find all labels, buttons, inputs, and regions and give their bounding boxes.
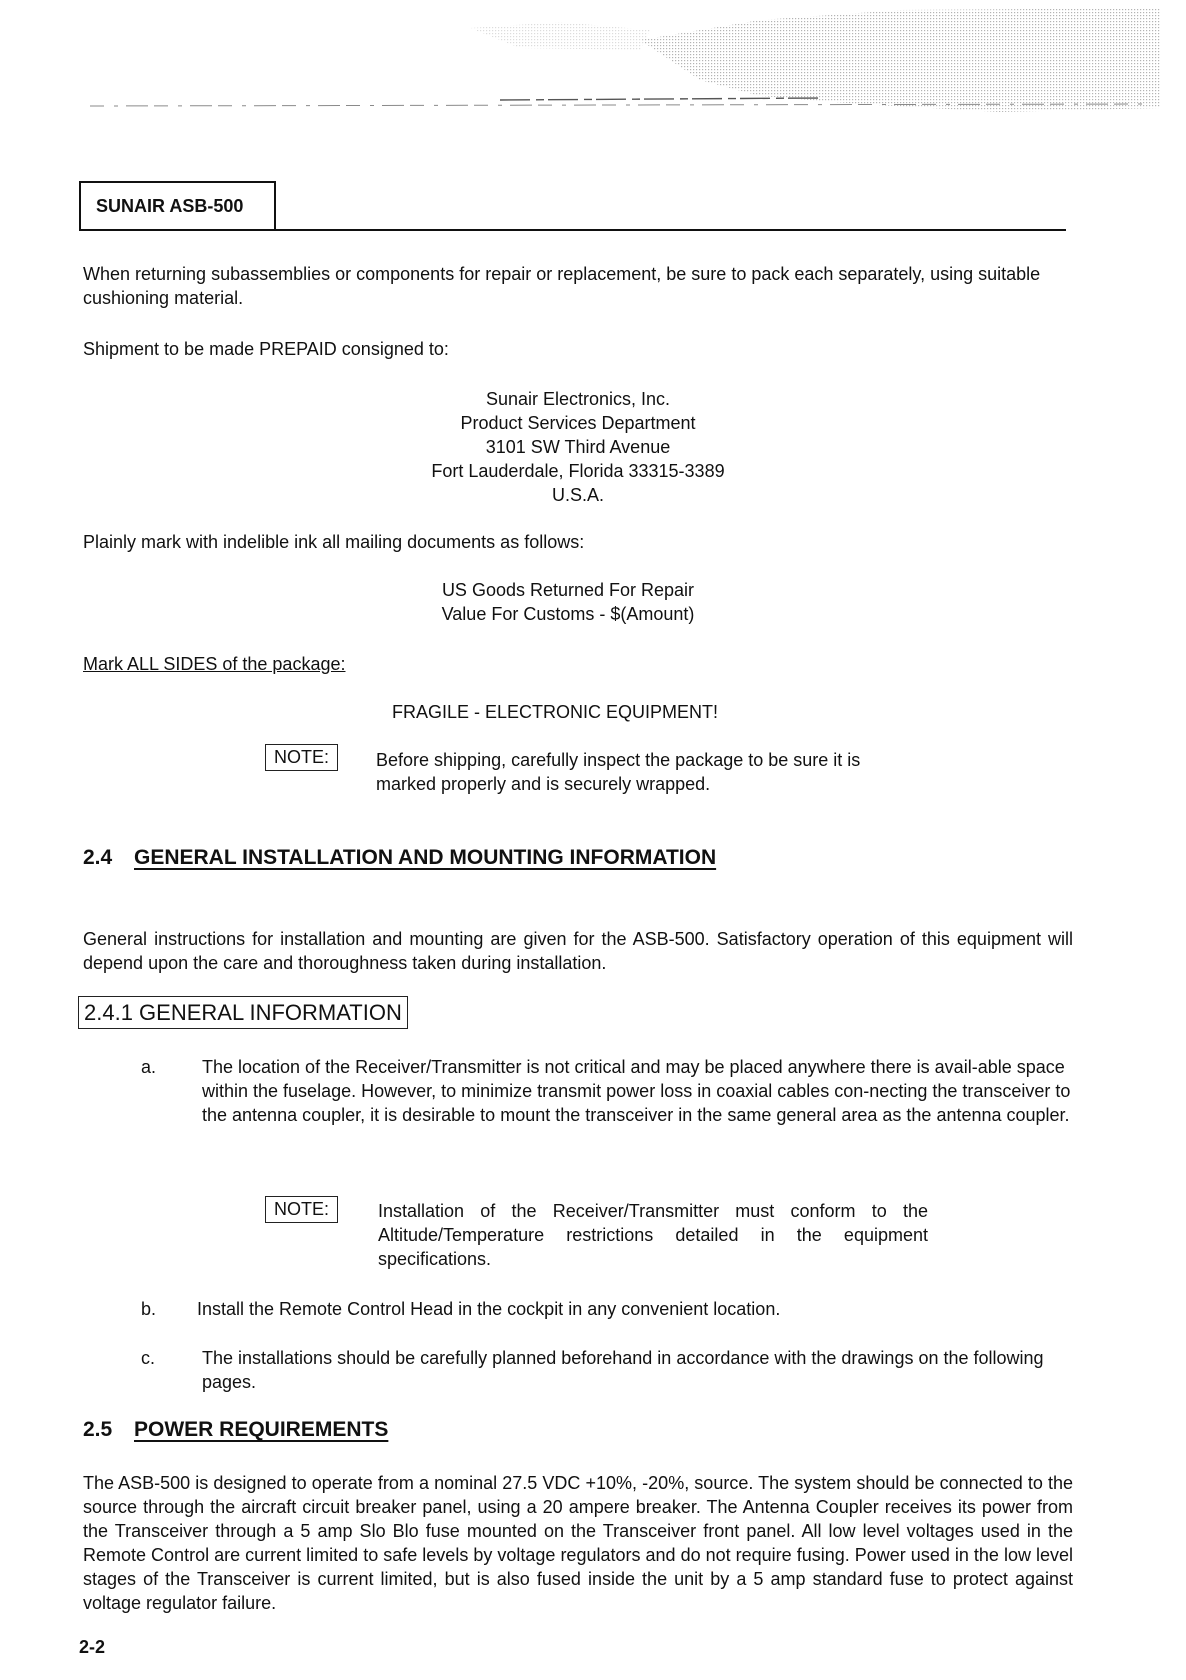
- note-2-text: Installation of the Receiver/Transmitter must conform to the Altitude/Temperature restrictions detailed in the equipment specifications.: [378, 1201, 928, 1269]
- item-a-marker: a.: [141, 1057, 157, 1077]
- address-line-1: Sunair Electronics, Inc.: [485, 389, 671, 409]
- section-2-4-1-title: 2.4.1 GENERAL INFORMATION: [78, 996, 408, 1029]
- address-line-2: Product Services Department: [460, 413, 696, 433]
- section-2-5-paragraph: The ASB-500 is designed to operate from a nominal 27.5 VDC +10%, -20%, source. The system should be connected to the source through the aircraft circuit breaker panel, using a 20 ampere breaker. The Antenna Coupler receives its power from the Transceiver through a 5 amp Slo Blo fuse mounted on the Transceiver front panel. All low level voltages used in the Remote Control are current limited to safe levels by voltage regulators and do not require fusing. Power used in the low level stages of the Transceiver is current limited, but is also fused inside the unit by a 5 amp standard fuse to protect against voltage regulator failure.: [83, 1473, 1073, 1613]
- section-2-4-number: 2.4: [83, 846, 113, 869]
- item-c-marker: c.: [141, 1348, 156, 1368]
- shipment-line: Shipment to be made PREPAID consigned to:: [83, 339, 449, 359]
- section-2-4-heading: [83, 846, 716, 870]
- address-line-5: U.S.A.: [551, 485, 604, 505]
- mark-sides-line: Mark ALL SIDES of the package:: [83, 654, 346, 674]
- address-block: [378, 387, 778, 507]
- note-1-text: [376, 748, 976, 796]
- page-number: 2-2: [79, 1637, 106, 1657]
- header-rule: [79, 229, 1066, 231]
- note-label-1: NOTE:: [265, 744, 338, 771]
- address-line-4: Fort Lauderdale, Florida 33315-3389: [431, 461, 725, 481]
- scan-artifact-band: [0, 0, 1186, 130]
- note-1-line-2: marked properly and is securely wrapped.: [376, 774, 711, 794]
- item-c-text: The installations should be carefully planned beforehand in accordance with the drawings on the following pages.: [202, 1348, 1044, 1392]
- header-model: SUNAIR ASB-500: [96, 196, 244, 216]
- packing-paragraph: When returning subassemblies or components for repair or replacement, be sure to pack each separately, using suitable cushioning material.: [83, 264, 1041, 308]
- item-b-text: Install the Remote Control Head in the cockpit in any convenient location.: [197, 1299, 781, 1319]
- section-2-4-paragraph: General instructions for installation and mounting are given for the ASB-500. Satisfactory operation of this equipment will depend upon the care and thoroughness taken during installation.: [83, 929, 1073, 973]
- item-b-marker: b.: [141, 1299, 157, 1319]
- address-line-3: 3101 SW Third Avenue: [485, 437, 671, 457]
- docs-marking-block: [398, 578, 738, 626]
- header-model-box: [79, 181, 276, 229]
- note-label-2: NOTE:: [265, 1196, 338, 1223]
- docs-marking-line-2: Value For Customs - $(Amount): [441, 604, 695, 624]
- section-2-5-title: POWER REQUIREMENTS: [134, 1418, 389, 1441]
- section-2-4-title: GENERAL INSTALLATION AND MOUNTING INFORMATION: [134, 846, 717, 869]
- note-1-line-1: Before shipping, carefully inspect the package to be sure it is: [376, 750, 861, 770]
- fragile-line: FRAGILE - ELECTRONIC EQUIPMENT!: [392, 702, 719, 722]
- docs-marking-line-1: US Goods Returned For Repair: [441, 580, 695, 600]
- section-2-5-number: 2.5: [83, 1418, 113, 1441]
- item-a-text: The location of the Receiver/Transmitter is not critical and may be placed anywhere there is avail-able space within the fuselage. However, to minimize transmit power loss in coaxial cables con-necting the transceiver to the antenna coupler, it is desirable to mount the transceiver in the same general area as the antenna coupler.: [202, 1057, 1071, 1125]
- mark-docs-line: Plainly mark with indelible ink all mailing documents as follows:: [83, 532, 585, 552]
- section-2-5-heading: [83, 1418, 388, 1442]
